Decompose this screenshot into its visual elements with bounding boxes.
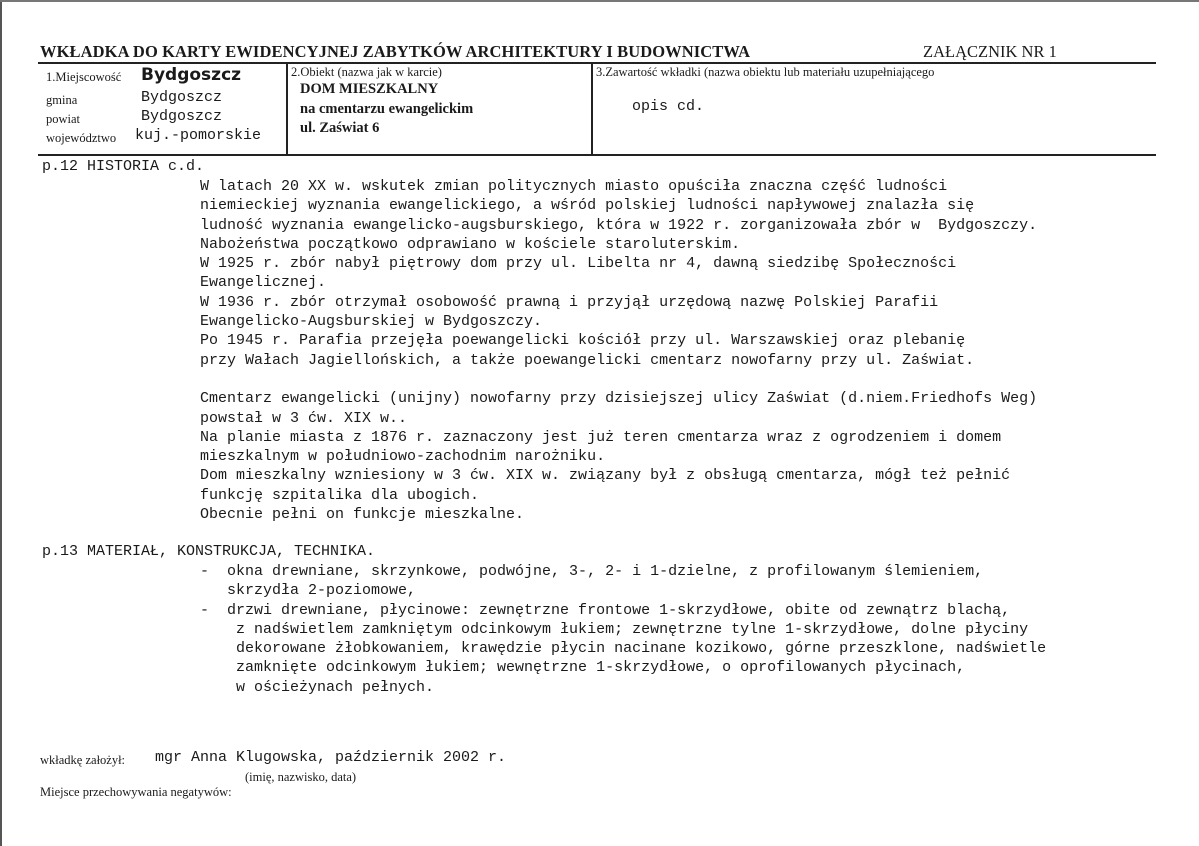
- history-line: Ewangelicko-Augsburskiej w Bydgoszczy.: [200, 313, 543, 331]
- materials-heading: p.13 MATERIAŁ, KONSTRUKCJA, TECHNIKA.: [42, 543, 376, 560]
- history-line: Nabożeństwa początkowo odprawiano w kościele staroluterskim.: [200, 235, 741, 253]
- history-line: ludność wyznania ewangelicko-augsburskiego, która w 1922 r. zorganizowała zbór w Bydgoszczy.: [200, 216, 1038, 234]
- gmina-label: gmina: [46, 93, 78, 107]
- miejscowosc-value: Bydgoszcz: [141, 65, 242, 85]
- wojewodztwo-value: kuj.-pomorskie: [135, 127, 262, 144]
- materials-line: - okna drewniane, skrzynkowe, podwójne, 3-, 2- i 1-dzielne, z profilowanym ślemieniem,: [200, 563, 984, 580]
- object-name-line2: na cmentarzu ewangelickim: [300, 101, 474, 117]
- author-hint: (imię, nazwisko, data): [245, 770, 357, 784]
- negatives-label: Miejsce przechowywania negatywów:: [40, 785, 232, 799]
- object-name-line3: ul. Zaświat 6: [300, 120, 380, 136]
- materials-text: [200, 562, 1046, 697]
- materials-line: z nadświetlem zamkniętym odcinkowym łukiem; zewnętrzne tylne 1-skrzydłowe, dolne płyciny: [200, 620, 1029, 638]
- history-line: Po 1945 r. Parafia przejęła poewangelicki kościół przy ul. Warszawskiej oraz plebanię: [200, 332, 966, 350]
- history-line: W 1936 r. zbór otrzymał osobowość prawną i przyjął urzędową nazwę Polskiej Parafii: [200, 293, 939, 311]
- attachment-label: ZAŁĄCZNIK NR 1: [923, 42, 1057, 61]
- powiat-label: powiat: [46, 112, 81, 126]
- powiat-value: Bydgoszcz: [141, 108, 223, 125]
- history-line: W latach 20 XX w. wskutek zmian politycznych miasto opuściła znaczna część ludności: [200, 178, 948, 195]
- materials-line: w ościeżynach pełnych.: [200, 678, 435, 696]
- materials-line: skrzydła 2-poziomowe,: [200, 582, 417, 600]
- contents-value: opis cd.: [632, 98, 705, 115]
- page-left-edge: [0, 0, 2, 846]
- history-line: niemieckiej wyznania ewangelickiego, a wśród polskiej ludności napływowej znalazła się: [200, 197, 975, 215]
- form-title: WKŁADKA DO KARTY EWIDENCYJNEJ ZABYTKÓW ARCHITEKTURY I BUDOWNICTWA: [40, 42, 751, 61]
- object-name-line1: DOM MIESZKALNY: [300, 81, 439, 97]
- history-line: [200, 370, 1037, 389]
- history-line: Na planie miasta z 1876 r. zaznaczony jest już teren cmentarza wraz z ogrodzeniem i domem: [200, 428, 1002, 446]
- author-value: mgr Anna Klugowska, październik 2002 r.: [155, 749, 507, 766]
- header-rule: [38, 62, 1156, 64]
- page-top-edge: [0, 0, 1199, 2]
- history-heading: p.12 HISTORIA c.d.: [42, 158, 205, 175]
- materials-line: zamknięte odcinkowym łukiem; wewnętrzne 1-skrzydłowe, o oprofilowanych płycinach,: [200, 659, 966, 677]
- history-line: W 1925 r. zbór nabył piętrowy dom przy ul. Libelta nr 4, dawną siedzibę Społeczności: [200, 255, 957, 273]
- object-label: 2.Obiekt (nazwa jak w karcie): [291, 65, 442, 79]
- column-divider-1: [286, 62, 288, 155]
- materials-line: dekorowane żłobkowaniem, krawędzie płycin nacinane kozikowo, górne przeszklone, nadświetle: [200, 640, 1047, 658]
- contents-label: 3.Zawartość wkładki (nazwa obiektu lub materiału uzupełniającego: [596, 65, 935, 79]
- history-line: Obecnie pełni on funkcje mieszkalne.: [200, 506, 525, 524]
- history-text: [200, 177, 1037, 524]
- history-line: Cmentarz ewangelicki (unijny) nowofarny przy dzisiejszej ulicy Zaświat (d.niem.Friedhofs Weg): [200, 390, 1038, 408]
- history-line: Ewangelicznej.: [200, 274, 327, 292]
- wojewodztwo-label: województwo: [46, 131, 117, 145]
- author-label: wkładkę założył:: [40, 753, 126, 767]
- history-line: Dom mieszkalny wzniesiony w 3 ćw. XIX w. związany był z obsługą cmentarza, mógł też pełnić: [200, 467, 1011, 485]
- gmina-value: Bydgoszcz: [141, 89, 223, 106]
- history-line: powstał w 3 ćw. XIX w..: [200, 409, 408, 427]
- table-bottom-rule: [38, 154, 1156, 156]
- history-line: mieszkalnym w południowo-zachodnim narożniku.: [200, 448, 606, 466]
- miejscowosc-label: 1.Miejscowość: [46, 70, 122, 84]
- materials-line: - drzwi drewniane, płycinowe: zewnętrzne frontowe 1-skrzydłowe, obite od zewnątrz blachą,: [200, 601, 1011, 619]
- history-line: funkcję szpitalika dla ubogich.: [200, 486, 480, 504]
- column-divider-2: [591, 62, 593, 155]
- history-line: przy Wałach Jagiellońskich, a także poewangelicki cmentarz nowofarny przy ul. Zaświat.: [200, 351, 975, 369]
